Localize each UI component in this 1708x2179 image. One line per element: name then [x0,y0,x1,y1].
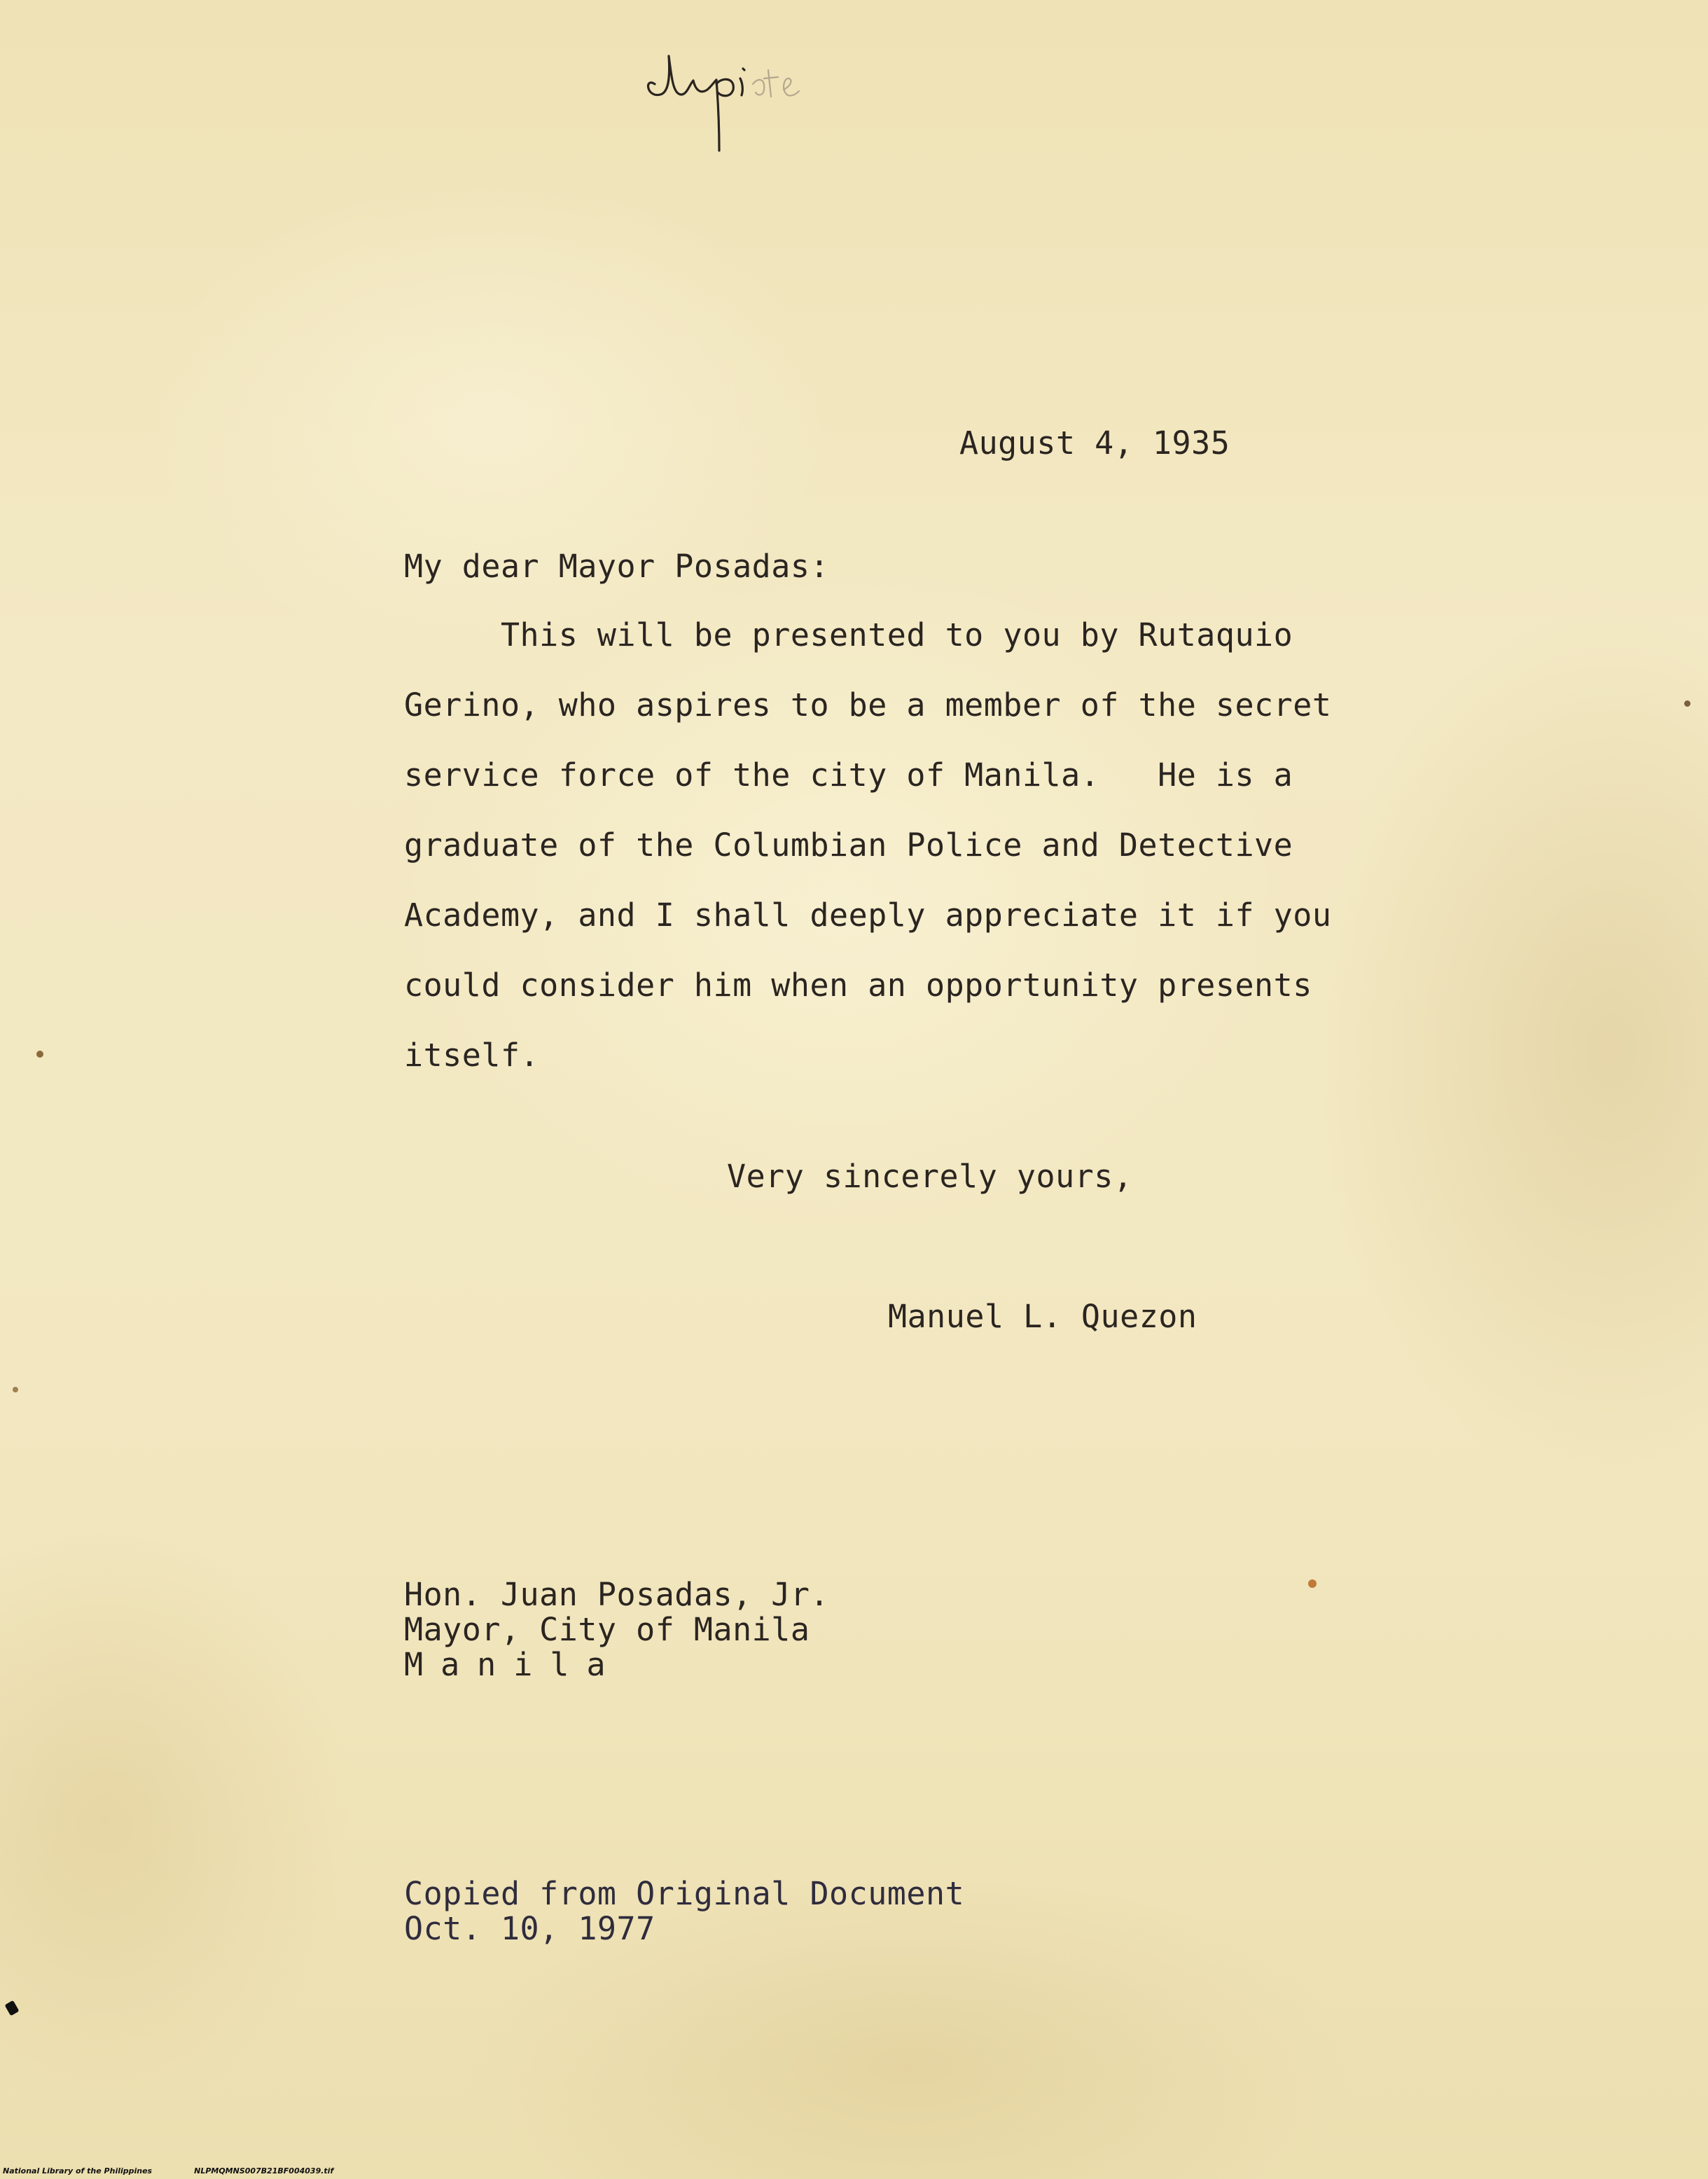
stain-spot [13,1387,18,1392]
closing: Very sincerely yours, [727,1158,1133,1195]
letter-date: August 4, 1935 [959,424,1230,462]
stain-spot [1308,1579,1317,1588]
body-line: Gerino, who aspires to be a member of the secret [404,686,1332,724]
body-line: graduate of the Columbian Police and Detective [404,826,1293,864]
body-line: This will be presented to you by Rutaquio [404,616,1293,653]
stain-spot [36,1051,43,1058]
body-line: itself. [404,1037,540,1074]
scan-footer [0,2163,770,2179]
copy-note-line: Copied from Original Document [404,1875,965,1912]
copy-note-line: Oct. 10, 1977 [404,1910,655,1947]
footer-library: National Library of the Philippines [3,2166,153,2175]
address-line: Hon. Juan Posadas, Jr. [404,1576,830,1613]
handwritten-annotation [641,28,823,154]
body-line: Academy, and I shall deeply appreciate it if you [404,897,1332,934]
stain-spot [1684,700,1690,707]
body-line: service force of the city of Manila. He is a [404,756,1293,794]
address-line: Manila [404,1646,623,1683]
body-line: could consider him when an opportunity presents [404,967,1312,1004]
address-line: Mayor, City of Manila [404,1611,810,1648]
salutation: My dear Mayor Posadas: [404,548,830,585]
footer-file-id: NLPMQMNS007B21BF004039.tif [194,2166,334,2175]
stain-spot [4,2000,19,2017]
signature-name: Manuel L. Quezon [888,1298,1197,1335]
